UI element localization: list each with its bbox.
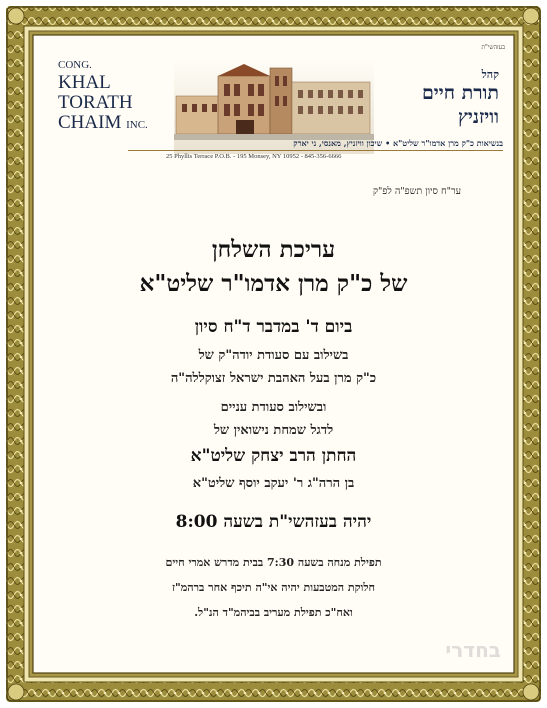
english-org-name <box>58 60 148 132</box>
address-line: 25 Phyllis Terrace P.O.B. - 195 Monsey, NY 10952 - 845-356-6666 <box>166 153 342 160</box>
body-line: בשילוב עם סעודת יודה"ק של <box>198 348 349 363</box>
event-title-2: של כ"ק מרן אדמו"ר שליט"א <box>139 270 408 297</box>
eng-name-line: CHAIM <box>58 112 122 133</box>
invitation-page <box>36 38 511 670</box>
eng-name-line: TORATH <box>58 92 133 113</box>
eng-name-line: KHAL <box>58 72 111 93</box>
watermark-logo: בחדרי <box>445 638 501 662</box>
heb-org-name-2: וויזניץ <box>457 106 499 128</box>
groom-father: בן הרה"ג ר' יעקב יוסף שליט"א <box>192 476 355 491</box>
body-line: כ"ק מרן בעל האהבת ישראל זצוקללה"ה <box>170 371 377 386</box>
body-line: ובשילוב סעודת עניים <box>220 400 327 415</box>
body-line: לדגל שמחת נישואין של <box>213 423 334 438</box>
distribution-line: חלוקת המטבעות יהיה אי"ה תיכף אחר ברהמ"ז <box>171 581 375 594</box>
date-line: ער"ח סיון תשפ"ה לפ"ק <box>372 186 461 197</box>
heb-kehal: קהל <box>481 68 499 81</box>
event-time: יהיה בעזהשי"ת בשעה 8:00 <box>175 512 372 532</box>
event-title: עריכת השלחן <box>211 236 336 263</box>
heb-org-name: תורת חיים <box>421 82 499 104</box>
event-day: ביום ד' במדבר ד"ח סיון <box>194 317 353 337</box>
eng-name-line: CONG. <box>58 59 92 71</box>
maariv-line: ואח"כ תפילת מעריב בביהמ"ד הנ"ל. <box>194 606 353 619</box>
groom-name: החתן הרב יצחק שליט"א <box>190 446 357 466</box>
eng-suffix: INC. <box>126 119 148 131</box>
presidency-subline: בנשיאות כ"ק מרן אדמו"ר שליט"א • שיכון וויזניץ, מאנסי, ני יארק <box>293 138 503 148</box>
header-stamp: בעזהשי"ת <box>481 44 505 51</box>
mincha-line: תפילת מנחה בשעה 7:30 בבית מדרש אמרי חיים <box>165 556 382 569</box>
